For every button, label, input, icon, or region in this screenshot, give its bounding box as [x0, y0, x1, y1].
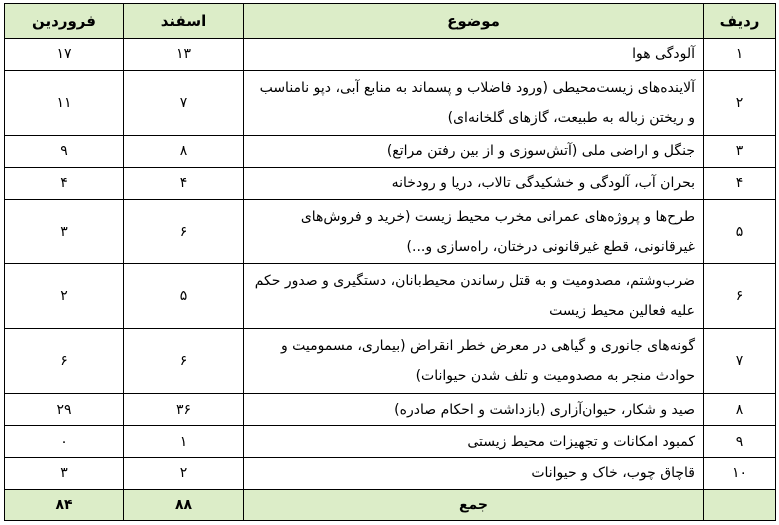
- total-farvardin: ۸۴: [5, 490, 124, 521]
- row-esfand: ۶: [124, 329, 244, 394]
- header-farvardin: فروردین: [5, 4, 124, 39]
- row-topic: آلودگی هوا: [244, 39, 704, 71]
- row-topic: ضرب‌وشتم، مصدومیت و به قتل رساندن محیط‌بانان، دستگیری و صدور حکم علیه فعالین محیط زیست: [244, 264, 704, 329]
- table-header-row: [5, 4, 776, 39]
- total-label: جمع: [244, 490, 704, 521]
- table-row: [5, 199, 776, 264]
- row-topic: جنگل و اراضی ملی (آتش‌سوزی و از بین رفتن مراتع): [244, 135, 704, 167]
- table-row: [5, 426, 776, 458]
- row-farvardin: ۳: [5, 457, 124, 489]
- header-esfand: اسفند: [124, 4, 244, 39]
- row-number: ۳: [704, 135, 776, 167]
- row-farvardin: ۱۱: [5, 70, 124, 135]
- row-number: ۸: [704, 394, 776, 426]
- table-row: [5, 70, 776, 135]
- environment-incidents-table: [4, 3, 776, 521]
- table-row: [5, 167, 776, 199]
- table-row: [5, 329, 776, 394]
- row-farvardin: ۴: [5, 167, 124, 199]
- report-table-wrapper: [4, 3, 775, 521]
- row-esfand: ۷: [124, 70, 244, 135]
- row-esfand: ۱: [124, 426, 244, 458]
- row-number: ۹: [704, 426, 776, 458]
- row-esfand: ۱۳: [124, 39, 244, 71]
- table-row: [5, 264, 776, 329]
- row-esfand: ۸: [124, 135, 244, 167]
- row-esfand: ۶: [124, 199, 244, 264]
- row-farvardin: ۳: [5, 199, 124, 264]
- total-esfand: ۸۸: [124, 490, 244, 521]
- row-number: ۵: [704, 199, 776, 264]
- row-farvardin: ۶: [5, 329, 124, 394]
- row-farvardin: ۹: [5, 135, 124, 167]
- row-number: ۶: [704, 264, 776, 329]
- table-row: [5, 135, 776, 167]
- row-number: ۷: [704, 329, 776, 394]
- row-farvardin: ۰: [5, 426, 124, 458]
- row-esfand: ۳۶: [124, 394, 244, 426]
- row-topic: گونه‌های جانوری و گیاهی در معرض خطر انقراض (بیماری، مسمومیت و حوادث منجر به مصدومیت و تلف شدن حیوانات): [244, 329, 704, 394]
- row-farvardin: ۲۹: [5, 394, 124, 426]
- total-row: [5, 490, 776, 521]
- header-row-number: ردیف: [704, 4, 776, 39]
- table-row: [5, 394, 776, 426]
- row-topic: صید و شکار، حیوان‌آزاری (بازداشت و احکام صادره): [244, 394, 704, 426]
- row-topic: طرح‌ها و پروژه‌های عمرانی مخرب محیط زیست (خرید و فروش‌های غیرقانونی، قطع غیرقانونی درختان، راه‌سازی و...): [244, 199, 704, 264]
- row-number: ۲: [704, 70, 776, 135]
- total-row-number-cell: [704, 490, 776, 521]
- row-farvardin: ۱۷: [5, 39, 124, 71]
- row-esfand: ۵: [124, 264, 244, 329]
- row-topic: قاچاق چوب، خاک و حیوانات: [244, 457, 704, 489]
- table-row: [5, 39, 776, 71]
- header-topic: موضوع: [244, 4, 704, 39]
- row-esfand: ۴: [124, 167, 244, 199]
- row-number: ۱: [704, 39, 776, 71]
- table-row: [5, 457, 776, 489]
- row-topic: کمبود امکانات و تجهیزات محیط زیستی: [244, 426, 704, 458]
- row-number: ۱۰: [704, 457, 776, 489]
- row-topic: آلاینده‌های زیست‌محیطی (ورود فاضلاب و پسماند به منابع آبی، دپو نامناسب و ریختن زباله به طبیعت، گازهای گلخانه‌ای): [244, 70, 704, 135]
- row-number: ۴: [704, 167, 776, 199]
- row-topic: بحران آب، آلودگی و خشکیدگی تالاب، دریا و رودخانه: [244, 167, 704, 199]
- row-farvardin: ۲: [5, 264, 124, 329]
- row-esfand: ۲: [124, 457, 244, 489]
